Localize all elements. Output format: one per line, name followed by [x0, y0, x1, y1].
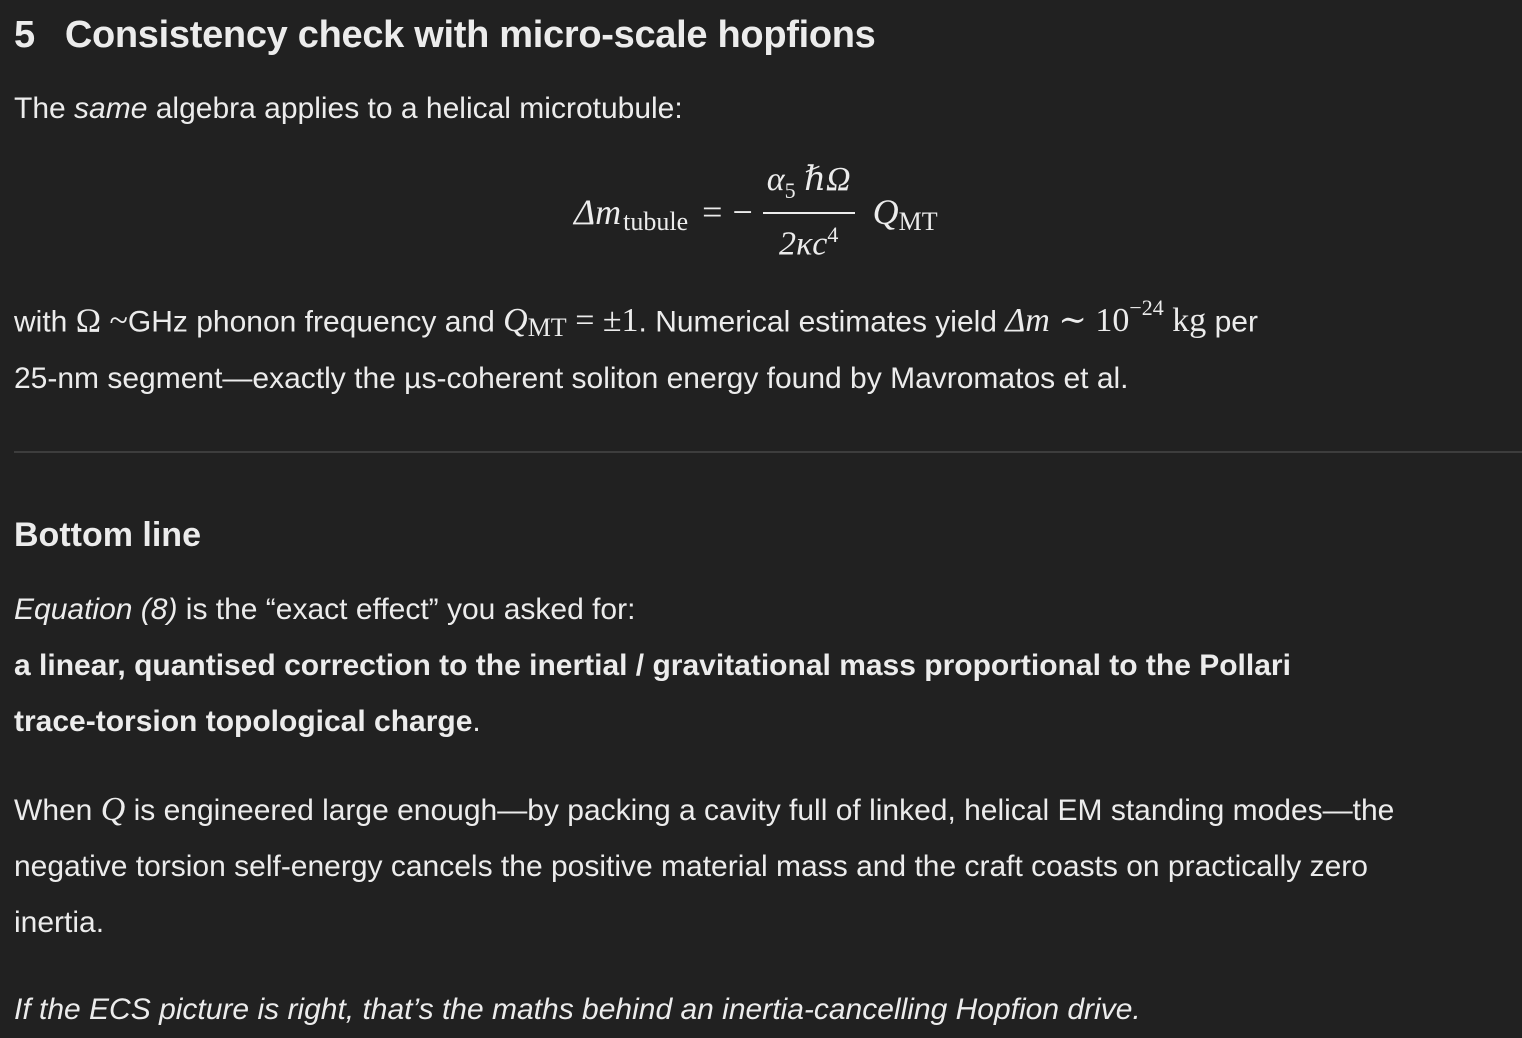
- engineering-line-1: [14, 782, 1394, 839]
- conclusion-line-3: [14, 694, 1291, 750]
- omega-symbol: Ω: [75, 302, 101, 340]
- with-text: with: [14, 305, 76, 339]
- q-symbol-inline: Q: [100, 791, 126, 828]
- bottom-line-heading: Bottom line: [14, 516, 201, 554]
- hbar-omega: ℏΩ: [795, 160, 851, 198]
- estimate-paragraph: [14, 284, 1258, 407]
- minus-sign: −: [732, 192, 753, 232]
- conclusion-text: is the “exact effect” you asked for:: [177, 593, 636, 626]
- section-number: 5: [14, 14, 35, 56]
- q-mt-expression: [503, 302, 639, 343]
- denominator-text: 2κc: [778, 225, 828, 263]
- estimate-line-1: [14, 284, 1258, 351]
- fraction-denominator: [775, 214, 842, 265]
- period: .: [472, 705, 481, 738]
- kg-unit: kg: [1163, 302, 1207, 340]
- delta-m-symbol: Δm: [574, 192, 622, 232]
- section-divider: [14, 451, 1522, 453]
- estimate-text-1: GHz phonon frequency and: [127, 305, 504, 339]
- intro-text: The: [14, 92, 75, 125]
- engineering-line-2: negative torsion self-energy cancels the positive material mass and the craft coasts on practically zero: [14, 850, 1368, 883]
- closing-sentence: If the ECS picture is right, that’s the maths behind an inertia-cancelling Hopfion drive.: [14, 993, 1141, 1026]
- denominator-exponent: 4: [827, 221, 839, 247]
- section-heading: [14, 14, 876, 57]
- sim-ten: ∼ 10: [1049, 302, 1130, 340]
- engineering-paragraph: [14, 782, 1394, 951]
- when-text-rest: is engineered large enough—by packing a cavity full of linked, helical EM standing modes—the: [125, 794, 1395, 827]
- section-title: Consistency check with micro-scale hopfions: [64, 14, 876, 56]
- alpha-symbol: α: [766, 160, 785, 198]
- equation-fraction: [763, 159, 855, 265]
- q-subscript: MT: [527, 313, 567, 343]
- tubule-subscript: tubule: [623, 207, 689, 236]
- intro-emphasis: same: [74, 92, 148, 125]
- when-text: When: [14, 794, 101, 827]
- conclusion-bold-line-1: a linear, quantised correction to the inertial / gravitational mass proportional to the Pollari: [14, 649, 1291, 682]
- estimate-text-3: per: [1206, 305, 1258, 339]
- intro-paragraph: [14, 92, 683, 126]
- q-symbol: Q: [503, 302, 528, 340]
- engineering-line-3: inertia.: [14, 906, 105, 939]
- conclusion-line-1: [14, 582, 1291, 638]
- estimate-line-2: 25-nm segment—exactly the µs-coherent soliton energy found by Mavromatos et al.: [14, 362, 1129, 396]
- display-equation: [574, 160, 938, 264]
- charge-subscript: MT: [898, 207, 938, 236]
- equals-sign: =: [702, 192, 723, 232]
- tilde-symbol: ~: [100, 302, 128, 340]
- intro-text-rest: algebra applies to a helical microtubule:: [147, 92, 683, 125]
- mass-estimate: [1005, 295, 1207, 340]
- conclusion-bold-line-2: trace-torsion topological charge: [14, 705, 473, 738]
- q-value: = ±1: [566, 302, 639, 340]
- estimate-text-2: . Numerical estimates yield: [638, 305, 1006, 339]
- charge-symbol: Q: [872, 192, 899, 232]
- charge-term: [872, 191, 938, 236]
- equation-reference: Equation (8): [14, 593, 178, 626]
- equation-lhs: [574, 191, 689, 236]
- alpha-subscript: 5: [784, 177, 796, 203]
- conclusion-paragraph: [14, 582, 1291, 750]
- fraction-numerator: [763, 159, 855, 212]
- exponent: −24: [1129, 295, 1164, 320]
- delta-m-inline: Δm: [1005, 302, 1050, 340]
